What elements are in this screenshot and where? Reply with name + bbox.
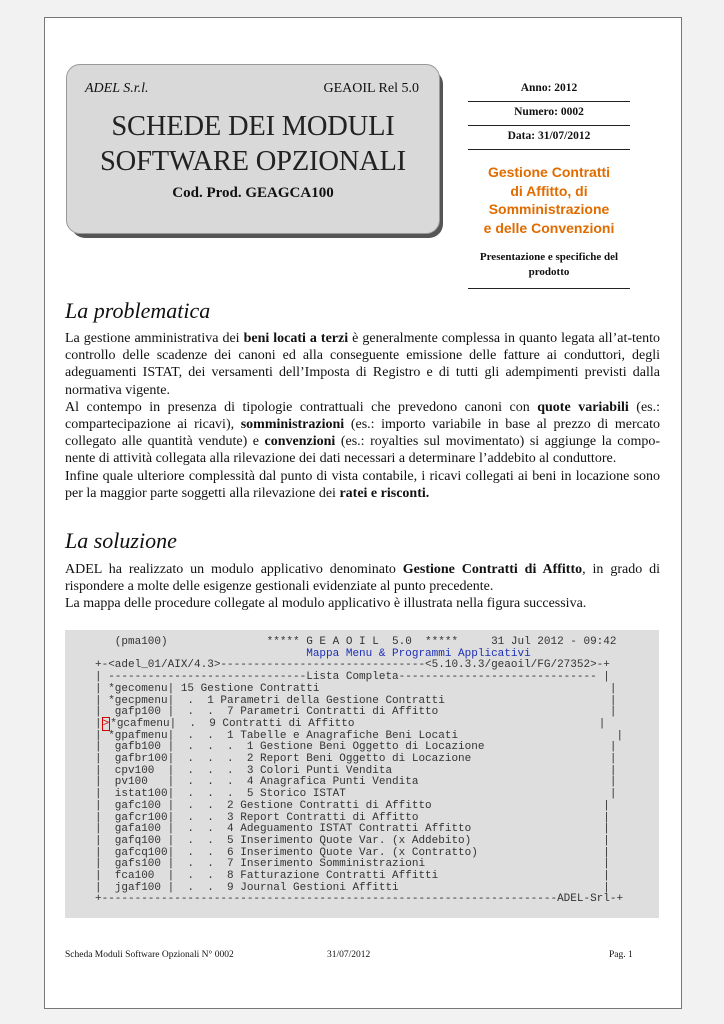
module-title-line: Gestione Contratti (487, 164, 611, 180)
footer-date: 31/07/2012 (327, 950, 371, 960)
footer-page: Pag. 1 (609, 950, 633, 960)
terminal-line: | gafcr100| . . 3 Report Contratti di Affitto | (95, 811, 610, 824)
terminal-line: | *gecpmenu| . 1 Parametri della Gestione Contratti | (95, 694, 617, 707)
menu-map-figure (65, 630, 659, 918)
terminal-line: +-<adel_01/AIX/4.3>-------------------------------<5.10.3.3/geaoil/FG/27352>-+ (95, 659, 610, 672)
terminal-header: (pma100) ***** G E A O I L 5.0 ***** 31 Jul 2012 - 09:42 (95, 636, 617, 648)
module-title (468, 163, 630, 237)
module-title-line: Somministrazione (488, 201, 610, 217)
terminal-lines (95, 659, 617, 718)
terminal-line: | gafc100 | . . 2 Gestione Contratti di Affitto | (95, 799, 610, 812)
terminal-line: | gafs100 | . . 7 Inserimento Somministrazioni | (95, 858, 610, 871)
terminal-line: | pv100 | . . . 4 Anagrafica Punti Vendita | (95, 776, 617, 789)
description-line: Presentazione e specifiche del (479, 251, 619, 263)
problem-heading: La problematica (65, 298, 211, 323)
terminal-line: | *gpafmenu| . . 1 Tabelle e Anagrafiche Beni Locati | (95, 729, 624, 742)
terminal-lines (95, 730, 623, 906)
terminal-line: | jgaf100 | . . 9 Journal Gestioni Affitti | (95, 881, 610, 894)
problem-paragraph: Infine quale ulteriore complessità dal punto di vista contabile, i ricavi collegati ai beni in locazione sono per la maggior parte soggetti alla rilevazione dei ratei e risconti. (65, 468, 660, 501)
solution-heading: La soluzione (65, 528, 177, 553)
solution-text (65, 561, 660, 613)
meta-date: Data: 31/07/2012 (468, 126, 630, 150)
solution-paragraph: ADEL ha realizzato un modulo applicativo denominato Gestione Contratti di Affitto, in grado di rispondere a molte delle esigenze gestionali evidenziate al punto precedente. (65, 562, 660, 595)
header-box (66, 64, 440, 234)
terminal-line: | fca100 | . . 8 Fatturazione Contratti Affitti | (95, 870, 610, 883)
document-title (67, 109, 439, 179)
terminal-subtitle: Mappa Menu & Programmi Applicativi (306, 647, 531, 660)
terminal-line: | gafbr100| . . . 2 Report Beni Oggetto di Locazione | (95, 753, 617, 766)
terminal-line: +---------------------------------------------------------------------ADEL-Srl-+ (95, 893, 624, 906)
problem-paragraph: La gestione amministrativa dei beni locati a terzi è generalmente complessa in quanto legata all’at-tento controllo delle scadenze dei canoni ed alla conseguente emissione delle fatture ai conduttori, degli adeguamenti ISTAT, dei versamenti dell’Imposta di Registro e di tutti gli adempimenti previsti dalla normativa vigente. (65, 331, 660, 398)
meta-number: Numero: 0002 (468, 102, 630, 126)
product-release: GEAOIL Rel 5.0 (323, 81, 419, 96)
footer-left: Scheda Moduli Software Opzionali N° 0002 (65, 950, 234, 960)
meta-column (468, 78, 630, 289)
terminal-line: | gafcq100| . . 6 Inserimento Quote Var. (x Contratto) | (95, 846, 610, 859)
terminal-line: | gafq100 | . . 5 Inserimento Quote Var. (x Addebito) | (95, 834, 610, 847)
terminal-output (95, 637, 623, 906)
terminal-line: | gafp100 | . . 7 Parametri Contratti di Affitto | (95, 706, 617, 719)
title-line-2: SOFTWARE OPZIONALI (100, 146, 406, 177)
problem-paragraph: Al contempo in presenza di tipologie contrattuali che prevedono canoni con quote variabili (es.: compartecipazione ai ricavi), somministrazioni (es.: importo variabile in base al prezzo di mercato collegato alle quantità vendute) e convenzioni (es.: royalties sul movimentato) si aggiunge la compo-nente di attività collegata alla rilevazione dei dati necessari a determinare l’addebito al conduttore. (65, 399, 660, 467)
terminal-line: | ------------------------------Lista Completa------------------------------ | (95, 671, 610, 684)
terminal-line: | gafa100 | . . 4 Adeguamento ISTAT Contratti Affitto | (95, 823, 610, 836)
terminal-line: | *gecomenu| 15 Gestione Contratti | (95, 682, 617, 695)
module-description (468, 250, 630, 289)
problem-text (65, 330, 660, 502)
terminal-line: | gafb100 | . . . 1 Gestione Beni Oggetto di Locazione | (95, 741, 617, 754)
solution-paragraph: La mappa delle procedure collegate al modulo applicativo è illustrata nella figura successiva. (65, 596, 587, 612)
selected-menu-line: *gcafmenu| . 9 Contratti di Affitto | (110, 717, 606, 730)
title-line-1: SCHEDE DEI MODULI (111, 111, 395, 142)
terminal-line: | cpv100 | . . . 3 Colori Punti Vendita | (95, 764, 617, 777)
terminal-indent (95, 648, 306, 660)
meta-year: Anno: 2012 (468, 78, 630, 102)
company-name: ADEL S.r.l. (85, 81, 149, 96)
cursor-marker: > (102, 717, 110, 730)
terminal-border: | (95, 717, 102, 730)
description-line: prodotto (528, 266, 570, 278)
product-code: Cod. Prod. GEAGCA100 (172, 185, 334, 201)
terminal-line: | istat100| . . . 5 Storico ISTAT | (95, 788, 617, 801)
module-title-line: e delle Convenzioni (483, 219, 615, 236)
module-title-line: di Affitto, di (510, 182, 588, 199)
